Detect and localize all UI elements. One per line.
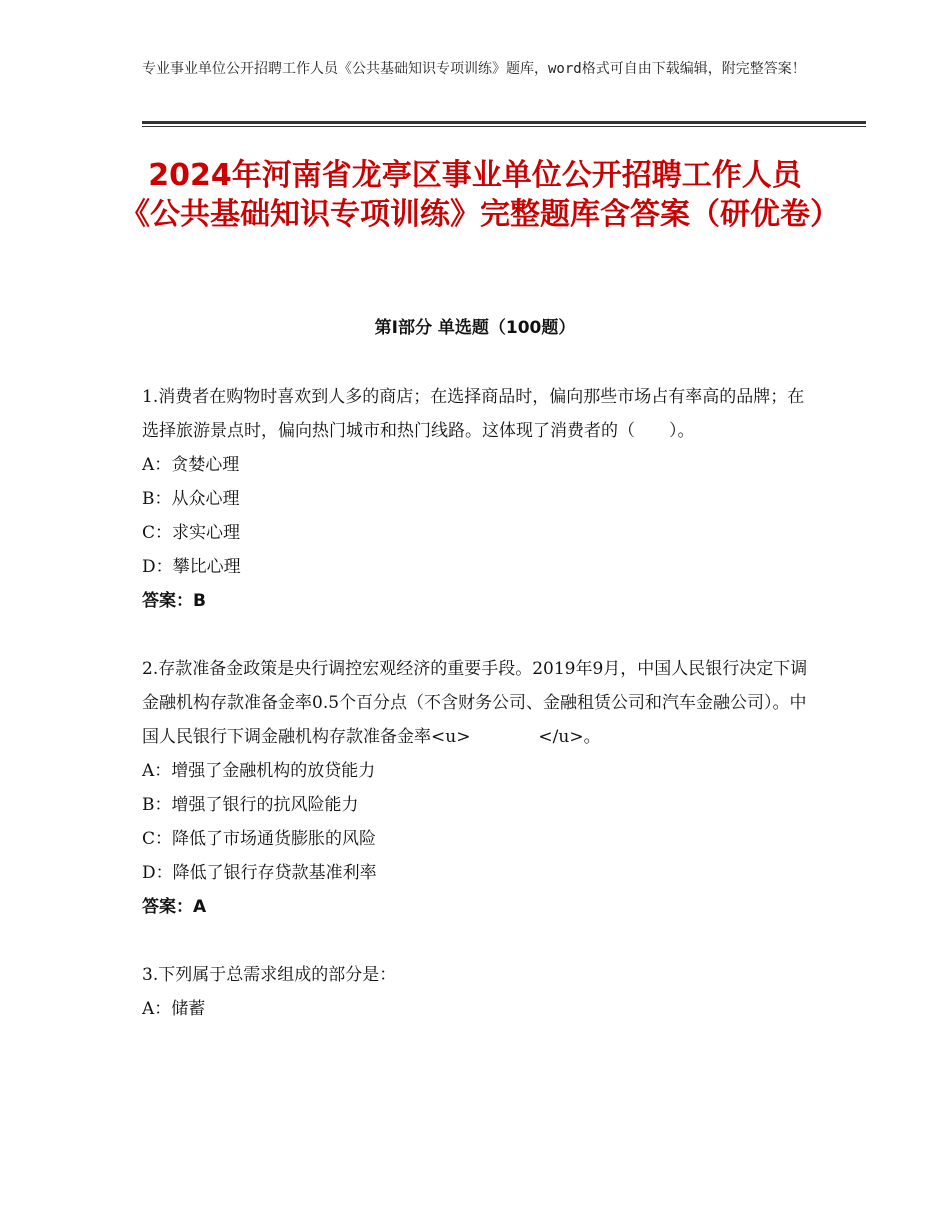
question-2 <box>142 652 810 924</box>
option-b: B：从众心理 <box>142 489 240 509</box>
question-3 <box>142 958 810 1026</box>
question-stem: 3.下列属于总需求组成的部分是： <box>142 965 397 985</box>
question-stem: 2.存款准备金政策是央行调控宏观经济的重要手段。2019年9月，中国人民银行决定下调金融机构存款准备金率0.5个百分点（不含财务公司、金融租赁公司和汽车金融公司）。中国人民银行下调金融机构存款准备金率<u> </u>。 <box>142 659 808 747</box>
header-divider-thin <box>142 126 866 127</box>
option-c: C：降低了市场通货膨胀的风险 <box>142 829 377 849</box>
page-title: 2024年河南省龙亭区事业单位公开招聘工作人员《公共基础知识专项训练》完整题库含答案（研优卷） <box>120 158 840 232</box>
section-title: 第Ⅰ部分 单选题（100题） <box>374 318 576 338</box>
option-a: A：贪婪心理 <box>142 455 240 475</box>
option-b: B：增强了银行的抗风险能力 <box>142 795 359 815</box>
header-divider-thick <box>142 121 866 124</box>
option-c: C：求实心理 <box>142 523 241 543</box>
option-d: D：攀比心理 <box>142 557 241 577</box>
option-a: A：储蓄 <box>142 999 206 1019</box>
question-stem: 1.消费者在购物时喜欢到人多的商店；在选择商品时，偏向那些市场占有率高的品牌；在选择旅游景点时，偏向热门城市和热门线路。这体现了消费者的（ ）。 <box>142 387 805 441</box>
question-list <box>142 380 810 1060</box>
answer-line: 答案：A <box>142 897 207 917</box>
question-1 <box>142 380 810 618</box>
answer-line: 答案：B <box>142 591 206 611</box>
header-note: 专业事业单位公开招聘工作人员《公共基础知识专项训练》题库，word格式可自由下载编辑，附完整答案！ <box>142 61 806 77</box>
option-d: D：降低了银行存贷款基准利率 <box>142 863 377 883</box>
option-a: A：增强了金融机构的放贷能力 <box>142 761 376 781</box>
